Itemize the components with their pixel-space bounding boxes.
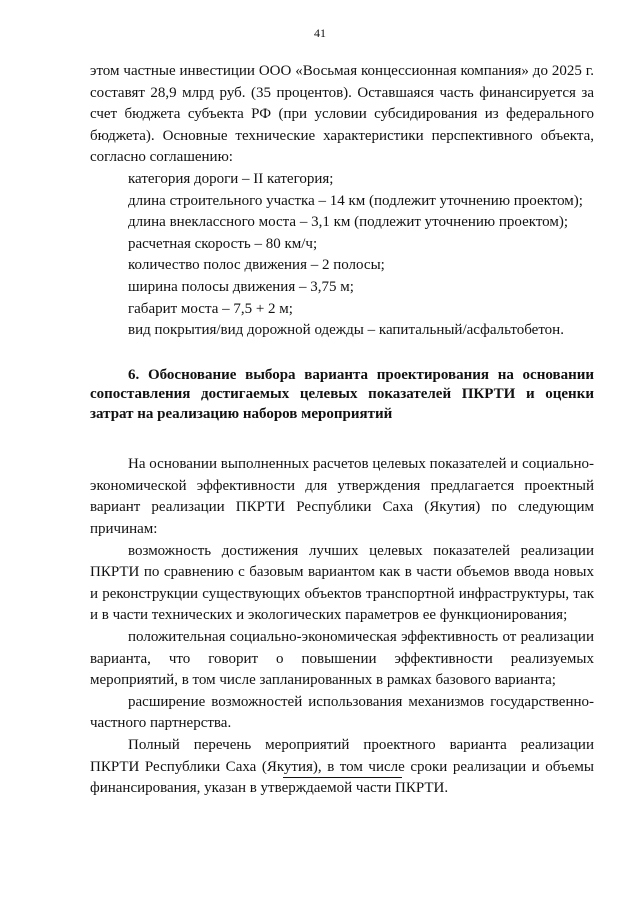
document-body xyxy=(90,61,594,800)
intro-paragraph: этом частные инвестиции ООО «Восьмая концессионная компания» до 2025 г. составят 28,9 млрд руб. (35 процентов). Оставшаяся часть финансируется за счет бюджета субъекта РФ (при условии субсидирования из федерального бюджета). Основные технические характеристики перспективного объекта, согласно соглашению: xyxy=(90,63,594,166)
list-item: габарит моста – 7,5 + 2 м; xyxy=(128,300,293,317)
page-number: 41 xyxy=(314,26,326,40)
body-paragraph: положительная социально-экономическая эффективность от реализации варианта, что говорит о повышении эффективности реализуемых мероприятий, в том числе запланированных в рамках базового варианта; xyxy=(90,628,594,689)
list-item: вид покрытия/вид дорожной одежды – капитальный/асфальтобетон. xyxy=(128,322,564,339)
body-paragraph: На основании выполненных расчетов целевых показателей и социально-экономической эффективности для утверждения предлагается проектный вариант реализации ПКРТИ Республики Саха (Якутия) по следующим причинам: xyxy=(90,456,594,537)
list-item: ширина полосы движения – 3,75 м; xyxy=(128,278,354,295)
section-heading: 6. Обоснование выбора варианта проектирования на основании сопоставления достигаемых целевых показателей ПКРТИ и оценки затрат на реализацию наборов мероприятий xyxy=(90,366,594,422)
list-item: количество полос движения – 2 полосы; xyxy=(128,257,385,274)
list-item: категория дороги – II категория; xyxy=(128,170,334,187)
end-divider xyxy=(283,777,402,778)
list-item: расчетная скорость – 80 км/ч; xyxy=(128,235,318,252)
list-item: длина внеклассного моста – 3,1 км (подлежит уточнению проектом); xyxy=(128,214,569,231)
body-paragraph: расширение возможностей использования механизмов государственно-частного партнерства. xyxy=(90,693,594,732)
characteristics-list xyxy=(90,169,594,342)
list-item: длина строительного участка – 14 км (подлежит уточнению проектом); xyxy=(128,192,583,209)
body-paragraph: Полный перечень мероприятий проектного варианта реализации ПКРТИ Республики Саха (Якутия), в том числе сроки реализации и объемы финансирования, указан в утверждаемой части ПКРТИ. xyxy=(90,736,594,797)
body-paragraph: возможность достижения лучших целевых показателей реализации ПКРТИ по сравнению с базовым вариантом как в части объемов ввода новых и реконструкции существующих объектов транспортной инфраструктуры, так и в части технических и экологических параметров ее функционирования; xyxy=(90,542,594,624)
